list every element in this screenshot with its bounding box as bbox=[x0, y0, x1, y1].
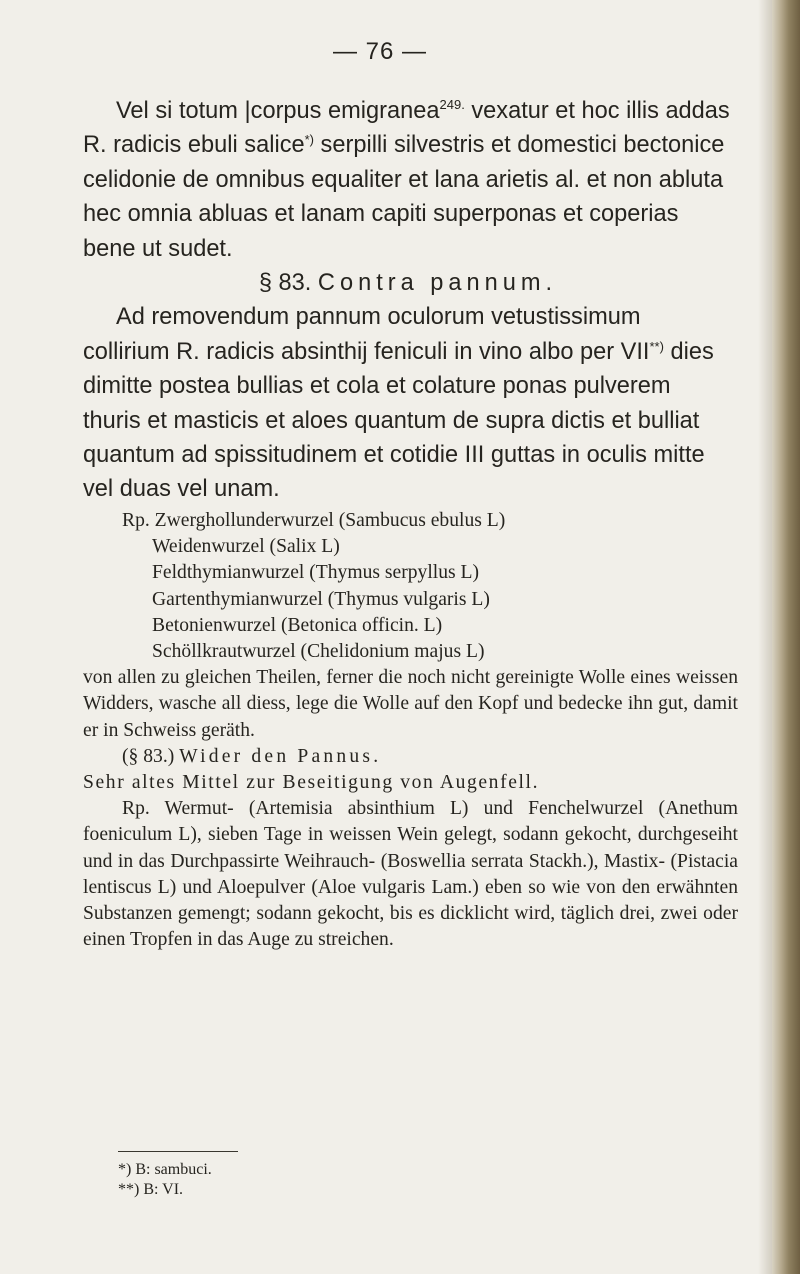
latin-text-block bbox=[83, 94, 733, 507]
footnote-marker: *) bbox=[304, 132, 314, 148]
footnote-rule bbox=[118, 1151, 238, 1152]
recipe-instructions: von allen zu gleichen Theilen, ferner die noch nicht gereinigte Wolle eines weissen Widders, wasche all diess, lege die Wolle auf den Kopf und bedecke ihn gut, damit er in Schweiss geräth. bbox=[83, 667, 738, 741]
footnote: *) B: sambuci. bbox=[118, 1161, 212, 1178]
section-number: § 83. bbox=[258, 270, 312, 297]
german-section-heading bbox=[83, 744, 738, 770]
footnote-marker: **) bbox=[649, 338, 664, 354]
latin-paragraph-2 bbox=[83, 300, 733, 506]
latin-text: vexatur et hoc illis addas R. radicis ebuli salice bbox=[83, 98, 730, 159]
latin-section-heading bbox=[83, 266, 733, 300]
page-edge bbox=[772, 0, 800, 1274]
section-title: Wider den Pannus. bbox=[179, 745, 382, 767]
latin-paragraph-1 bbox=[83, 94, 733, 266]
latin-text: |corpus emigranea bbox=[244, 98, 440, 124]
recipe-ingredient: Weidenwurzel (Salix L) bbox=[152, 536, 340, 558]
page-edge-shadow bbox=[758, 0, 772, 1274]
recipe-ingredient: Zwerghollunderwurzel (Sambucus ebulus L) bbox=[154, 510, 506, 531]
german-paragraph: Rp. Wermut- (Artemisia absinthium L) und Fenchelwurzel (Anethum foeniculum L), sieben Tage in weissen Wein gelegt, sodann gekocht, durchgeseiht und in das Durchpassirte Weihrauch- (Boswellia serrata Stackh.), Mastix- (Pistacia lentiscus L) und Aloepulver (Aloe vulgaris Lam.) eben so wie von den erwähnten Substanzen gemengt; sodann gekocht, bis es dicklicht wird, täglich drei, zwei oder einen Tropfen in das Auge zu streichen. bbox=[83, 798, 738, 951]
page-number: — 76 — bbox=[332, 38, 428, 65]
german-translation-block bbox=[83, 508, 738, 953]
section-title: Contra pannum. bbox=[317, 270, 558, 297]
recipe-ingredient: Schöllkrautwurzel (Chelidonium majus L) bbox=[152, 641, 485, 663]
footnote: **) B: VI. bbox=[118, 1181, 184, 1198]
latin-text: serpilli silvestris et domestici bectonice celidonie de omnibus equaliter et lana arietis al. et non abluta hec omnia abluas et lanam capiti superponas et coperias bene ut sudet. bbox=[83, 132, 725, 262]
latin-text: Vel si totum bbox=[116, 98, 245, 124]
section-subtitle: Sehr altes Mittel zur Beseitigung von Augenfell. bbox=[83, 772, 540, 794]
latin-text: dies dimitte postea bullias et cola et colature ponas pulverem thuris et masticis et aloes quantum de supra dictis et bulliat quantum ad spissitudinem et cotidie III guttas in oculis mitte vel duas vel unam. bbox=[83, 338, 714, 503]
recipe-ingredient: Feldthymianwurzel (Thymus serpyllus L) bbox=[152, 562, 480, 584]
recipe-ingredient: Gartenthymianwurzel (Thymus vulgaris L) bbox=[152, 588, 490, 610]
recipe-prefix: Rp. bbox=[122, 510, 150, 531]
recipe-line bbox=[83, 508, 738, 534]
footnotes bbox=[118, 1160, 418, 1200]
page-reference-superscript: 249. bbox=[439, 97, 465, 112]
section-number: (§ 83.) bbox=[122, 745, 175, 767]
recipe-ingredient: Betonienwurzel (Betonica officin. L) bbox=[152, 614, 443, 636]
latin-text: Ad removendum pannum oculorum vetustissimum collirium R. radicis absinthij feniculi in vino albo per VII bbox=[83, 304, 650, 365]
